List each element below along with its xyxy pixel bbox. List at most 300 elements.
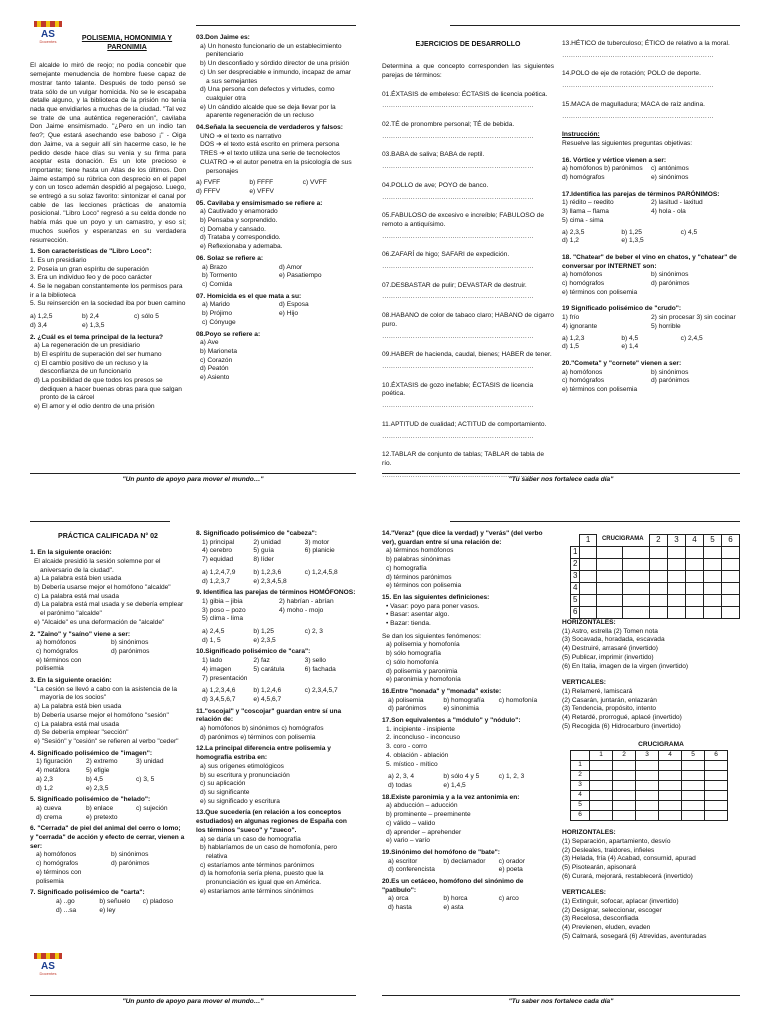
option-d[interactable]: d) 1,5 [562,343,579,351]
option-e[interactable]: e) asta [443,904,464,912]
cw-cell[interactable] [596,583,623,595]
cw-cell[interactable] [705,781,728,791]
option-e[interactable]: e) 2,3,4,5,8 [253,577,287,585]
option-c[interactable]: c) homógrafos [562,280,605,288]
option-d[interactable]: d) Peatón [200,365,229,373]
cw-cell[interactable] [703,607,721,619]
option-a[interactable]: a) FVFF [196,179,221,187]
clue: (4) Previenen, eluden, evaden [562,924,651,932]
logo-badge: AS [41,961,55,972]
option-d[interactable]: d) su significante [200,788,250,796]
cw-col: 5 [703,535,721,547]
option-e[interactable]: e) términos con polisemia [562,386,638,394]
question-6: 06. Solaz se refiere a: a) Brazo d) Amor b) Tormento e) Pasatiempo c) Comida [196,255,356,290]
clue: (3) Recelosa, desconfiada [562,915,639,923]
option-a[interactable]: a) orca [388,895,409,903]
cw-cell[interactable] [590,811,613,821]
cw-cell[interactable] [613,781,636,791]
question-8: 08.Poyo se refiere a: a) Ave b) Marioneta c) Corazón d) Peatón e) Asiento [196,331,356,383]
option-e[interactable]: e) Hijo [279,310,299,318]
options-row[interactable]: a) homófonos b) sinónimos c) homógrafos [200,725,324,733]
option-e[interactable]: e) 4,5,6,7 [253,695,282,703]
cw-cell[interactable] [590,771,613,781]
option-e[interactable]: e) vario – varío [386,837,430,845]
option-a[interactable]: a) escritor [388,857,418,865]
cw-cell[interactable] [613,761,636,771]
logo-sub: Docentes [39,971,57,976]
cw-cell[interactable] [703,583,721,595]
option-a[interactable]: a) 2,4,5 [202,628,225,636]
clue: (5) Recogida (6) Hidrocarburo (invertido) [562,722,681,730]
option-d[interactable]: d) La palabra está mal usada y se debería emplear el parónimo "alcalde" [34,601,184,618]
cw-cell[interactable] [649,595,667,607]
page2-col1 [382,34,554,479]
option-d[interactable]: d) 3,4 [30,321,47,329]
option-b[interactable]: b) 1,25 [621,228,642,236]
option-e[interactable]: e) paronimia y homofonía [386,676,461,684]
clue: (5) Pisotearán, apisonará [562,863,637,871]
footer-text: "Un punto de apoyo para mover el mundo…" [122,998,264,1005]
option-d[interactable]: d) Trataba y correspondido. [200,234,281,242]
cw-cell[interactable] [682,781,705,791]
cw-cell[interactable] [705,811,728,821]
option-e[interactable]: e) 1,3,5 [82,321,105,329]
clue: (2) Desleales, traidores, infieles [562,846,655,854]
question-12: 12.La principal diferencia entre polisemia y homografía estriba en: a) sus orígenes etimológicos b) su escritura y pronunciación c) su aplicación d) su significante e) su significado y escritura [196,745,356,806]
option-b[interactable]: b) 1,25 [253,628,274,636]
cw-cell[interactable] [721,571,739,583]
cw-cell[interactable] [613,791,636,801]
option-b[interactable]: b) Pensaba y sorprendido. [200,217,278,225]
cw-cell[interactable] [580,607,596,619]
option-a[interactable]: a) Ave [200,339,219,347]
reading-passage: El alcalde lo miró de reojo; no podía concebir que semejante menudencia de hombre fuese capaz de mostrar tanto talante. Después de todo pensó se trata sólo de un vulgar homicida. No se le escapaba detalle alguno, y la biblioteca de la prisión no tenía nada que envidiarles a muchas de la ciudad. "Tal vez se trate de una auténtica regeneración", cavilaba Don Jaime ensimismado. "¿Pero en un indio tan feo?; Que estará asechando ese baboso ¡" - Oiga don Jaime, va a seguir allí sin hacerme caso, le he pedido desde hace días su venia y su firma para aceptar esta donación. Es un lote precioso e importante; tiene hasta un Atlas de los últimos. Don Jaime estampó su rúbrica con desprecio en el papel y con un tosco ademán despidió al pegajoso. Luego, se entregó a su solaz favorito: sintonizar el canal por cable de las lecciones prácticas de anatomía posicional. "Libro Loco" regresó a su celda donde no había más que un poyo y un camastro, y eso sí; muchos sueños y esperanzas en su verdadera resurrección. [30,62,186,244]
option-c[interactable]: c) arco [498,895,519,903]
option-b[interactable]: b) 4,5 [86,775,103,783]
option-b[interactable]: b) Prójimo [202,310,233,318]
option-d[interactable]: d) homógrafos [562,174,605,182]
option-a[interactable]: a) 1,2,4,7,9 [202,568,236,576]
cw-cell[interactable] [659,791,682,801]
cw-cell[interactable] [636,761,659,771]
option-b[interactable]: b) Debería usarse mejor el homófono "sesión" [34,711,169,719]
cw-cell[interactable] [682,761,705,771]
option-d[interactable]: d) 1,2 [562,237,579,245]
option-b[interactable]: b) 1,2,3,6 [253,568,282,576]
option-d[interactable]: d) conferencista [388,866,435,874]
option-c[interactable]: c) Corazón [200,356,233,364]
option-e[interactable]: e) pretexto [86,813,118,821]
cw-cell[interactable] [596,595,623,607]
option-c[interactable]: c) Un ser despreciable e inmundo, incapaz de amar a sus semejantes [200,68,352,85]
cw-cell[interactable] [649,571,667,583]
option-b[interactable]: b) Marioneta [200,347,238,355]
option-c[interactable]: c) antónimos [651,165,689,173]
cw-col: 2 [649,535,667,547]
crossword-grid: 1 2 3 4 5 6 1 2 3 4 5 6 [570,750,728,821]
option-e[interactable]: e) Reflexionaba y ademaba. [200,243,283,251]
cw-cell[interactable] [590,801,613,811]
option-c[interactable]: c) sólo 5 [134,313,159,321]
cw-cell[interactable] [613,771,636,781]
option-e[interactable]: e) términos con polisemia [562,288,638,296]
cw-cell[interactable] [623,595,650,607]
cw-cell[interactable] [636,791,659,801]
question-17: 17.Son equivalentes a "módulo" y "nódulo": 1. incipiente - insipiente 2. inconcluso - inconcuso 3. coro - corro 4. oblación - ablación 5. místico - mítico a) 2, 3, 4 b) sólo 4 y 5 c) 1, 2, 3 d) todas e) 1,4,5 [382,717,554,791]
option-b[interactable]: b) sinónimos [651,271,689,279]
option-a[interactable]: a) polisemia y homofonía [386,641,460,649]
option-e[interactable]: e) sinónimos [651,174,689,182]
cw-cell[interactable] [580,571,596,583]
option-e[interactable]: e) "Sesión" y "cesión" se refieren al verbo "ceder" [34,738,179,745]
cw-cell[interactable] [659,811,682,821]
option-e[interactable]: e) Asiento [200,374,230,382]
option-c[interactable]: c) VVFF [302,179,327,187]
option-b[interactable]: b) su escritura y pronunciación [200,771,290,779]
option-a[interactable]: a) sus orígenes etimológicos [200,762,284,770]
option-d[interactable]: d) Una persona con defectos y virtudes, como cualquier otra [200,86,335,102]
worksheet-title: POLISEMIA, HOMONIMIA Y PARONIMIA [81,35,173,52]
option-d[interactable]: d) parónimos [388,705,427,713]
cw-cell[interactable] [703,559,721,571]
option-a[interactable]: a) Brazo [202,263,227,271]
option-c[interactable]: c) 2, 3 [304,628,323,636]
footer-text: "Tu saber nos fortalece cada día" [508,476,614,483]
header-rule [450,521,740,522]
cw-cell[interactable] [685,571,703,583]
option-a[interactable]: a) 1,2,5 [30,313,53,321]
option-d[interactable]: d) términos parónimos [386,573,452,581]
option-e[interactable]: e) Pasatiempo [279,272,322,280]
cw-cell[interactable] [685,607,703,619]
footer-text: "Un punto de apoyo para mover el mundo…" [122,476,264,483]
cw-cell[interactable] [623,559,650,571]
cw-cell[interactable] [659,761,682,771]
option-c[interactable]: c) pladoso [142,897,174,905]
question-4: 04.Señala la secuencia de verdaderos y falsos: UNO ➔ el texto es narrativo DOS ➔ el texto está escrito en primera persona TRES ➔ el texto utiliza una serie de tecnolectos CUATRO ➔ el autor penetra en la psicología de sus personajes a) FVFF b) FFFF c) VVFF d) FFFV e) VFFV [196,124,356,197]
question-4: 4. Significado polisémico de "imagen": 1) figuración 2) extremo 3) unidad 4) metáfora 5) efigie a) 2,3 b) 4,5 c) 3, 5 d) 1,2 e) 2,3,5 [30,750,186,794]
cw-cell[interactable] [685,559,703,571]
cw-cell[interactable] [682,791,705,801]
option-d[interactable]: d) polisemia y paronimia [386,667,458,675]
option-d[interactable]: d) Esposa [279,301,309,309]
cw-cell[interactable] [721,595,739,607]
option-d[interactable]: d) parónimos [651,280,690,288]
option-d[interactable]: d) 1, 5 [202,636,221,644]
option-a[interactable]: a) 1,2,3 [562,334,585,342]
cw-cell[interactable] [613,801,636,811]
option-b[interactable]: b) hablaríamos de un caso de homofonía, pero relativa [200,844,338,860]
option-e[interactable]: e) estaríamos ante términos sinónimos [200,887,314,895]
option-e[interactable]: e) El amor y el odio dentro de una prisión [34,403,155,411]
option-a[interactable]: a) ..go [56,897,75,905]
cw-cell[interactable] [596,547,623,559]
option-c[interactable]: c) sólo homofonía [386,658,439,666]
cw-cell[interactable] [703,595,721,607]
question-2: 2. ¿Cuál es el tema principal de la lectura? a) La regeneración de un presidiario b) El espíritu de superación del ser humano c) El cambio positivo de un recluso y la desconfianza de un funcionario d) La posibilidad de que todos los presos se dediquen a hacer buenas obras para que salgan pronto de la cárcel e) El amor y el odio dentro de una prisión [30,334,186,412]
cw-cell[interactable] [667,571,685,583]
page1-col2 [196,34,356,472]
option-b[interactable]: b) Debería usarse mejor el homófono "alcalde" [34,584,171,592]
option-a[interactable]: a) Cautivado y enamorado [200,208,278,216]
option-d[interactable]: d) todas [388,781,412,789]
option-c[interactable]: c) homógrafos [562,377,605,385]
option-ab[interactable]: a) homófonos b) parónimos [562,165,643,173]
option-b[interactable]: b) Tormento [202,272,238,280]
option-c[interactable]: c) La palabra está mal usada [34,720,120,728]
cw-cell[interactable] [636,771,659,781]
cw-cell[interactable] [682,771,705,781]
option-c[interactable]: c) Cónyuge [202,318,236,326]
option-a[interactable]: a) 1,2,3,4,6 [202,687,236,695]
clue: (3) Tendencia, propósito, intento [562,705,657,713]
cw-cell[interactable] [682,811,705,821]
question-9: 9. Identifica las parejas de términos HOMÓFONOS: 1) gibia – jibia 2) habrían - abrían 3) poso – pozo 4) moho - mojo 5) clima - lima a) 2,4,5 b) 1,25 c) 2, 3 d) 1, 5 e) 2,3,5 [196,589,356,644]
option-a[interactable]: a) Marido [202,301,230,309]
option-b[interactable]: b) declamador [443,857,486,865]
option-b[interactable]: b) FFFF [249,179,274,187]
cw-cell[interactable] [721,559,739,571]
cw-cell[interactable] [667,607,685,619]
cw-cell[interactable] [636,801,659,811]
cw-cell[interactable] [659,801,682,811]
cw-cell[interactable] [703,547,721,559]
option-a[interactable]: a) 2, 3, 4 [388,773,415,781]
option-c[interactable]: c) 1, 2, 3 [498,773,525,781]
cw-cell[interactable] [636,811,659,821]
cw-cell[interactable] [705,771,728,781]
cw-cell[interactable] [667,595,685,607]
option-c[interactable]: c) 1,2,4,5,8 [304,568,338,576]
option-b[interactable]: b) sinónimos [651,368,689,376]
option-b[interactable]: b) sólo homografía [386,650,441,658]
option-a[interactable]: a) La regeneración de un presidiario [34,342,140,350]
cw-cell[interactable] [623,583,650,595]
option-c[interactable]: c) Domaba y cansado. [200,225,266,233]
exercise-item: 14.POLO de eje de rotación; POLO de deporte. …………………………………………………………… [562,70,714,90]
option-c[interactable]: c) El cambio positivo de un recluso y la desconfianza de un funcionario [34,359,148,376]
cw-cell[interactable] [685,595,703,607]
option-b[interactable]: b) 1,2,4,6 [253,687,282,695]
option-e[interactable]: e) sinonimia [443,705,479,713]
cw-cell[interactable] [685,583,703,595]
option-a[interactable]: a) abducción – aducción [386,802,458,810]
cw-cell[interactable] [580,547,596,559]
cw-cell[interactable] [596,571,623,583]
question-14: 14."Veraz" (que dice la verdad) y "verás" (del verbo ver), guardan entre sí una relación de: a) términos homófonos b) palabras sinónimas c) homografía d) términos parónimos e) términos con polisemia [382,530,554,591]
cw-cell[interactable] [623,607,650,619]
option-d[interactable]: d) La posibilidad de que todos los presos se dediquen a hacer buenas obras para que salgan pronto de la cárcel [34,377,182,402]
option-d[interactable]: d) ...sa [56,906,77,914]
option-c[interactable]: c) estaríamos ante términos parónimos [200,861,315,869]
option-c[interactable]: c) homógrafos [36,860,79,868]
verticales-title: VERTICALES: [562,679,606,687]
option-b[interactable]: b) sinónimos [111,639,149,647]
option-c[interactable]: c) 2,4,5 [680,334,703,342]
cw-cell[interactable] [623,571,650,583]
page1-col1 [30,34,186,472]
question-19: 19 Significado polisémico de "crudo": 1) frío 2) sin procesar 3) sin cocinar 4) ignorante 5) horrible a) 1,2,3 b) 4,5 c) 2,4,5 d) 1,5 e) 1,4 [562,305,740,352]
exercise-item: 15.MACA de magulladura; MACA de raíz andina. …………………………………………………………… [562,100,714,120]
option-b[interactable]: b) El espíritu de superación del ser humano [34,350,162,358]
option-e[interactable]: e) poeta [498,866,523,874]
option-a[interactable]: a) homófonos [562,271,603,279]
cw-cell[interactable] [649,559,667,571]
cw-cell[interactable] [649,547,667,559]
option-e[interactable]: e) su significado y escritura [200,797,280,805]
option-d[interactable]: d) hasta [388,904,412,912]
option-b[interactable]: b) sinónimos [111,851,149,859]
option-d[interactable]: d) FFFV [196,187,221,195]
exercise-item: 09.HABER de hacienda, caudal, bienes; HABER de tener. …………………………………………………………… [382,351,552,370]
cw-cell[interactable] [703,571,721,583]
option-b[interactable]: b) palabras sinónimas [386,556,451,564]
option-b[interactable]: b) Un desconfiado y sórdido director de una prisión [200,60,350,68]
cw-cell[interactable] [659,781,682,791]
option-e[interactable]: e) "Alcaide" es una deformación de "alcalde" [34,618,165,626]
option-a[interactable]: a) La palabra está bien usada [34,575,122,583]
option-d[interactable]: d) parónimos [111,860,150,868]
option-e[interactable]: e) 1,3,5 [621,237,644,245]
exercise-item: 13.HÉTICO de tuberculoso; ÉTICO de relativo a la moral. …………………………………………………………… [562,40,730,59]
cw-cell[interactable] [659,771,682,781]
option-c[interactable]: c) sujeción [136,804,168,812]
cw-cell[interactable] [580,559,596,571]
instructions: Determina a que concepto corresponden las siguientes parejas de términos: [382,63,554,79]
cw-cell[interactable] [685,547,703,559]
option-d[interactable]: d) 1,2 [36,784,53,792]
option-a[interactable]: a) 2,3,5 [562,228,585,236]
option-e[interactable]: e) ley [99,906,116,914]
option-c[interactable]: c) Comida [202,280,233,288]
cw-cell[interactable] [649,607,667,619]
clue: (1) Astro, estrella (2) Tomen nota [562,627,658,635]
option-a[interactable]: a) polisemia [388,696,424,704]
option-a[interactable]: a) términos homófonos [386,547,454,555]
option-a[interactable]: a) Un honesto funcionario de un establecimiento penitenciario [200,42,342,59]
option-d[interactable]: d) aprender – aprehender [386,828,462,836]
option-d[interactable]: d) 1,2,3,7 [202,577,230,585]
option-d[interactable]: d) Amor [279,263,303,271]
option-e[interactable]: e) 1,4 [621,343,639,351]
cw-cell[interactable] [596,607,623,619]
cw-cell[interactable] [682,801,705,811]
option-d[interactable]: d) la homofonía sería plena, puesto que la pronunciación es igual que en América. [200,870,324,887]
cw-cell[interactable] [580,583,596,595]
cw-cell[interactable] [649,583,667,595]
exercise-item: 08.HABANO de color de tabaco claro; HABANO de cigarro puro. …………………………………………………………… [382,312,554,340]
footer-rule [30,473,356,474]
option-a[interactable]: a) 2,3 [36,775,53,783]
option-e[interactable]: e) Un cándido alcalde que se deja llevar por la aparente regeneración de un recluso [200,103,336,120]
option-d[interactable]: d) 3,4,5,6,7 [202,695,236,703]
option-c[interactable]: c) homofonía [498,696,538,704]
cw-cell[interactable] [705,801,728,811]
exercise-item: 07.DESBASTAR de pulir; DEVASTAR de destruir. …………………………………………………………… [382,281,534,301]
question-11: 11."oscojal" y "coscojar" guardan entre sí una relación de: a) homófonos b) sinónimos c) homógrafos d) parónimos e) términos con polisemia [196,708,356,743]
option-c[interactable]: c) 2,3,4,5,7 [304,687,338,695]
question-8: 8. Significado polisémico de "cabeza": 1) principal 2) unidad 3) motor 4) cerebro 5) guía 6) planicie 7) equidad 8) líder a) 1,2,4,7,9 b) 1,2,3,6 c) 1,2,4,5,8 d) 1,2,3,7 e) 2,3,4,5,8 [196,530,356,586]
option-c[interactable]: c) orador [498,857,526,865]
option-b[interactable]: b) 4,5 [621,334,639,342]
question-16: 16. Vórtice y vértice vienen a ser: a) homófonos b) parónimos c) antónimos d) homógrafos e) sinónimos [562,157,740,183]
cw-cell[interactable] [590,781,613,791]
option-e[interactable]: e) 2,3,5 [86,784,109,792]
option-c[interactable]: c) homógrafos [36,647,79,655]
cw-cell[interactable] [721,547,739,559]
option-e[interactable]: e) términos con polisemia [36,868,82,885]
cw-cell[interactable] [667,547,685,559]
option-d[interactable]: d) parónimos [111,647,150,655]
cw-cell[interactable] [580,595,596,607]
page3-col1 [30,530,186,992]
cw-cell[interactable] [705,761,728,771]
option-d[interactable]: d) Se debería emplear "sección" [34,729,129,737]
cw-cell[interactable] [667,583,685,595]
option-a[interactable]: a) homófonos [36,851,77,859]
option-c[interactable]: c) homografía [386,564,427,572]
option-c[interactable]: c) su aplicación [200,780,246,788]
cw-cell[interactable] [721,583,739,595]
page2-col2 [562,40,740,478]
option-b[interactable]: b) 2,4 [82,313,99,321]
verticales-title: VERTICALES: [562,889,606,897]
option-c[interactable]: c) 3, 5 [136,775,155,783]
cw-cell[interactable] [596,559,623,571]
question-10: 10.Significado polisémico de "cara": 1) lado 2) faz 3) sello 4) imagen 5) carátula 6) fachada 7) presentación a) 1,2,3,4,6 b) 1,2,4,6 c) 2,3,4,5,7 d) 3,4,5,6,7 e) 4,5,6,7 [196,648,356,704]
option-e[interactable]: e) términos con polisemia [386,582,462,590]
cw-cell[interactable] [613,811,636,821]
option-e[interactable]: e) términos con polisemia [36,656,82,673]
option-a[interactable]: a) cueva [36,804,62,812]
option-a[interactable]: a) homófonos [36,639,77,647]
clue: (6) En Italia, imagen de la virgen (invertido) [562,662,689,670]
clue: (3) Helada, fría (4) Acabad, consumid, apurad [562,855,696,863]
option-a[interactable]: a) se daría un caso de homografía [200,835,301,843]
cw-col: 6 [721,535,739,547]
option-b[interactable]: b) horca [443,895,468,903]
options-row[interactable]: d) parónimos e) términos con polisemia [200,733,316,741]
option-d[interactable]: d) crema [36,813,63,821]
option-a[interactable]: a) La palabra está bien usada [34,703,122,711]
cw-cell[interactable] [623,547,650,559]
cw-cell[interactable] [721,607,739,619]
cw-cell[interactable] [705,791,728,801]
option-a[interactable]: a) homófonos [562,368,603,376]
option-c[interactable]: c) 4,5 [680,228,698,236]
question-18: 18.Existe paronimia y a la vez antonimia en: a) abducción – aducción b) prominente – preeminente c) válido – valido d) aprender – aprehender e) vario – varío [382,794,554,846]
option-b[interactable]: b) sólo 4 y 5 [443,773,480,781]
exercise-item: 11.APTITUD de cualidad; ACTITUD de comportamiento. …………………………………………………………… [382,420,547,440]
option-c[interactable]: c) La palabra está mal usada [34,592,120,600]
instruction-label: Instrucción: [562,131,600,139]
cw-cell[interactable] [636,781,659,791]
option-e[interactable]: e) VFFV [249,187,274,195]
option-e[interactable]: e) 2,3,5 [253,636,276,644]
option-e[interactable]: e) 1,4,5 [443,781,466,789]
option-d[interactable]: d) parónimos [651,377,690,385]
option-b[interactable]: b) homografía [443,696,485,704]
cw-cell[interactable] [590,791,613,801]
option-b[interactable]: b) prominente – preeminente [386,811,471,819]
cw-col: 3 [667,535,685,547]
option-b[interactable]: b) enlace [86,804,114,812]
cw-cell[interactable] [667,559,685,571]
page3-col2 [196,530,356,992]
option-c[interactable]: c) válido – valido [386,819,436,827]
option-b[interactable]: b) señuelo [99,897,131,905]
cw-cell[interactable] [590,761,613,771]
